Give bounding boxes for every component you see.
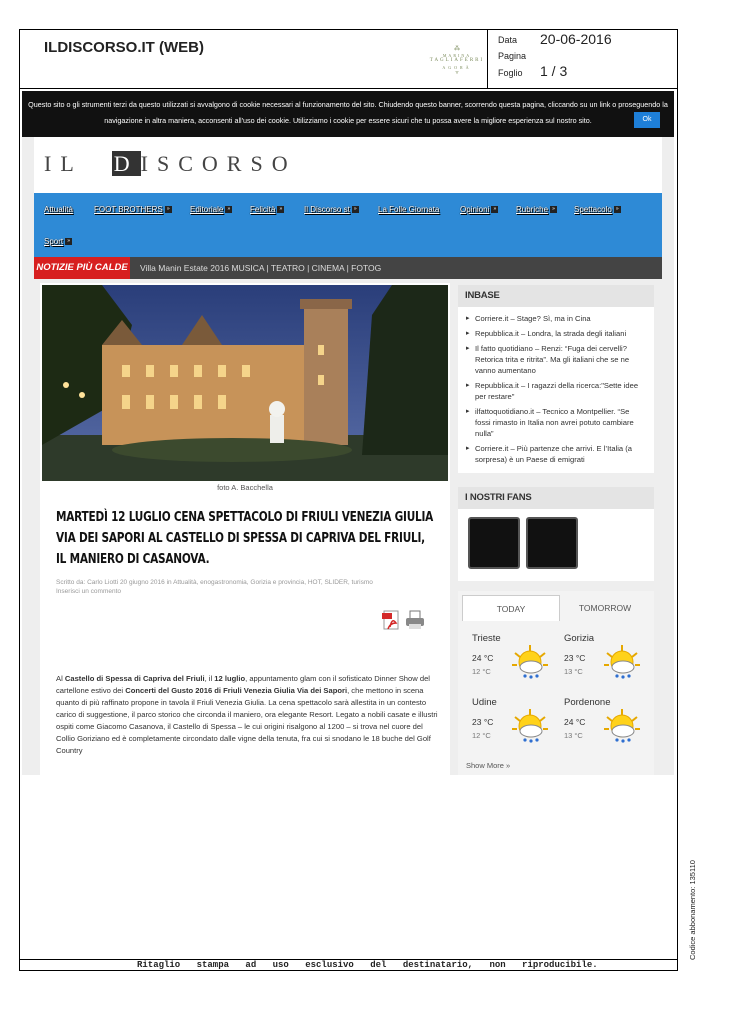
logo-ornament-icon: ⁂ (454, 46, 460, 52)
pdf-icon[interactable] (382, 611, 398, 629)
fans-widget (458, 509, 654, 581)
subscription-code: Codice abbonamento: 135110 (688, 860, 697, 960)
chevron-right-icon: » (550, 206, 557, 213)
chevron-right-icon: » (614, 206, 621, 213)
inbase-link[interactable]: ▸ Il fatto quotidiano – Renzi: “Fuga dei cervelli? Retorica trita e ritrita”. Ma gli italiani che se ne vanno aumentano (466, 343, 646, 376)
nav-item-editoriale[interactable]: Editoriale » (190, 205, 232, 214)
photo-caption: foto A. Bacchella (217, 483, 273, 492)
site-logo[interactable]: IL DISCORSO (44, 151, 297, 176)
sun-cloud-rain-icon (512, 645, 548, 684)
sun-cloud-rain-icon (604, 709, 640, 748)
inbase-link[interactable]: ▸ Corriere.it – Più partenze che arrivi. E l’Italia (a sorpresa) è un Paese di emigrati (466, 443, 646, 465)
source-title: ILDISCORSO.IT (WEB) (44, 39, 204, 56)
inbase-link[interactable]: ▸ Repubblica.it – Londra, la strada degli italiani (466, 328, 646, 339)
clipping-meta (487, 29, 677, 88)
nav-item-attualita[interactable]: Attualità (44, 205, 73, 214)
chevron-right-icon: » (65, 238, 72, 245)
cookie-banner (22, 91, 674, 137)
cookie-text: Questo sito o gli strumenti terzi da questo utilizzati si avvalgono di cookie necessari al funzionamento del sito. Chiudendo questo banner, scorrendo questa pagina, cliccando su un link o proseguendo la navigazione in altra maniera, acconsenti all'uso dei cookie. Utilizziamo i cookie per essere sicuri che tu possa avere la migliore esperienza sul nostro sito. (28, 100, 668, 125)
sheet-value: 1 / 3 (540, 63, 568, 79)
weather-city-pordenone: Pordenone 24 °C 13 °C (564, 697, 654, 759)
website-screenshot (22, 91, 674, 775)
inbase-link[interactable]: ▸ Repubblica.it – I ragazzi della ricerca:"Sette idee per restare" (466, 380, 646, 402)
cookie-ok-button[interactable]: Ok (634, 112, 660, 128)
inbase-link[interactable]: ▸ ilfattoquotidiano.it – Tecnico a Montpellier. “Se fossi rimasto in Italia non avrei potuto cambiare nulla” (466, 406, 646, 439)
date-value: 20-06-2016 (540, 31, 612, 47)
hot-news-label: NOTIZIE PIÙ CALDE (34, 257, 130, 279)
nav-item-opinioni[interactable]: Opinioni » (460, 205, 498, 214)
article-body: Al Castello di Spessa di Capriva del Friuli, il 12 luglio, appuntamento glam con il sofisticato Dinner Show del cartellone estivo dei Concerti del Gusto 2016 di Friuli Venezia Giulia Via dei Sapori, che mettono in scena quanto di più raffinato propone in tavola il Friuli Venezia Giulia. La cena spettacolo sarà allestita in un contesto carico di suggestione, il parco storico che circonda il maniero, ora elegante Resort. Legato a nobili casate e illustri ospiti come Giacomo Casanova, il Castello di Spessa – le cui origini risalgono al 1200 – si trova nel cuore del Collio Goriziano ed è completamente circondato dalle vigne della tenuta, fra cui si snodano le 18 buche del Golf Country (56, 674, 438, 755)
nav-item-sport[interactable]: Sport » (44, 237, 72, 246)
weather-widget (458, 591, 654, 775)
page-label: Pagina (498, 51, 527, 61)
clipping-header (19, 29, 678, 89)
weather-city-udine: Udine 23 °C 12 °C (472, 697, 562, 759)
hot-news-bar (34, 257, 662, 279)
inbase-link[interactable]: ▸ Corriere.it – Stage? Sì, ma in Cina (466, 313, 646, 324)
article-byline: Scritto da: Carlo Liotti 20 giugno 2016 in Attualità, enogastronomia, Gorizia e provincia, HOT, SLIDER, turismo Inserisci un commento (56, 578, 436, 596)
sun-cloud-rain-icon (604, 645, 640, 684)
article-actions (382, 609, 428, 636)
nav-item-spettacolo[interactable]: Spettacolo » (574, 205, 621, 214)
article-title: MARTEDÌ 12 LUGLIO CENA SPETTACOLO DI FRIULI VENEZIA GIULIA VIA DEI SAPORI AL CASTELLO DI SPESSA DI CAPRIVA DEL FRIULI, IL MANIERO DI CASANOVA. (56, 509, 434, 567)
inbase-title: INBASE (458, 285, 654, 307)
tab-tomorrow[interactable]: TOMORROW (578, 603, 632, 613)
sheet-label: Foglio (498, 68, 523, 78)
chevron-right-icon: » (277, 206, 284, 213)
site-header (34, 137, 662, 193)
chevron-right-icon: » (491, 206, 498, 213)
weather-city-trieste: Trieste 24 °C 12 °C (472, 633, 562, 695)
print-icon[interactable] (406, 611, 424, 629)
disclaimer: Ritaglio stampa ad uso esclusivo del destinatario, non riproducibile. (137, 960, 598, 970)
article-main (40, 283, 450, 775)
main-nav (34, 193, 662, 257)
nav-item-foot-brothers[interactable]: FOOT BROTHERS » (94, 205, 172, 214)
disclaimer-rule (19, 970, 678, 971)
agency-logo: ⁂ MARINA TAGLIAFERRI AGORÀ ▿ (426, 46, 488, 77)
date-label: Data (498, 35, 518, 45)
weather-tabs (458, 595, 654, 621)
sidebar (458, 283, 654, 775)
chevron-right-icon: » (352, 206, 359, 213)
chevron-right-icon: » (165, 206, 172, 213)
fan-avatar[interactable] (526, 517, 578, 569)
inbase-widget (458, 307, 654, 473)
chevron-right-icon: » (225, 206, 232, 213)
nav-item-felicita[interactable]: Felicità » (250, 205, 284, 214)
nav-item-la-folle-giornata[interactable]: La Folle Giornata (378, 205, 440, 214)
hot-news-ticker[interactable]: Villa Manin Estate 2016 MUSICA | TEATRO | CINEMA | FOTOG (140, 263, 382, 273)
fans-title: I NOSTRI FANS (458, 487, 654, 509)
comment-link[interactable]: Inserisci un commento (56, 588, 122, 595)
tab-today[interactable]: TODAY (462, 595, 560, 621)
fan-avatar[interactable] (468, 517, 520, 569)
nav-item-il-discorso[interactable]: Il Discorso st » (304, 205, 359, 214)
nav-item-rubriche[interactable]: Rubriche » (516, 205, 557, 214)
sun-cloud-rain-icon (512, 709, 548, 748)
castle-photo (42, 285, 448, 481)
weather-city-gorizia: Gorizia 23 °C 13 °C (564, 633, 654, 695)
weather-show-more[interactable]: Show More » (466, 761, 511, 770)
